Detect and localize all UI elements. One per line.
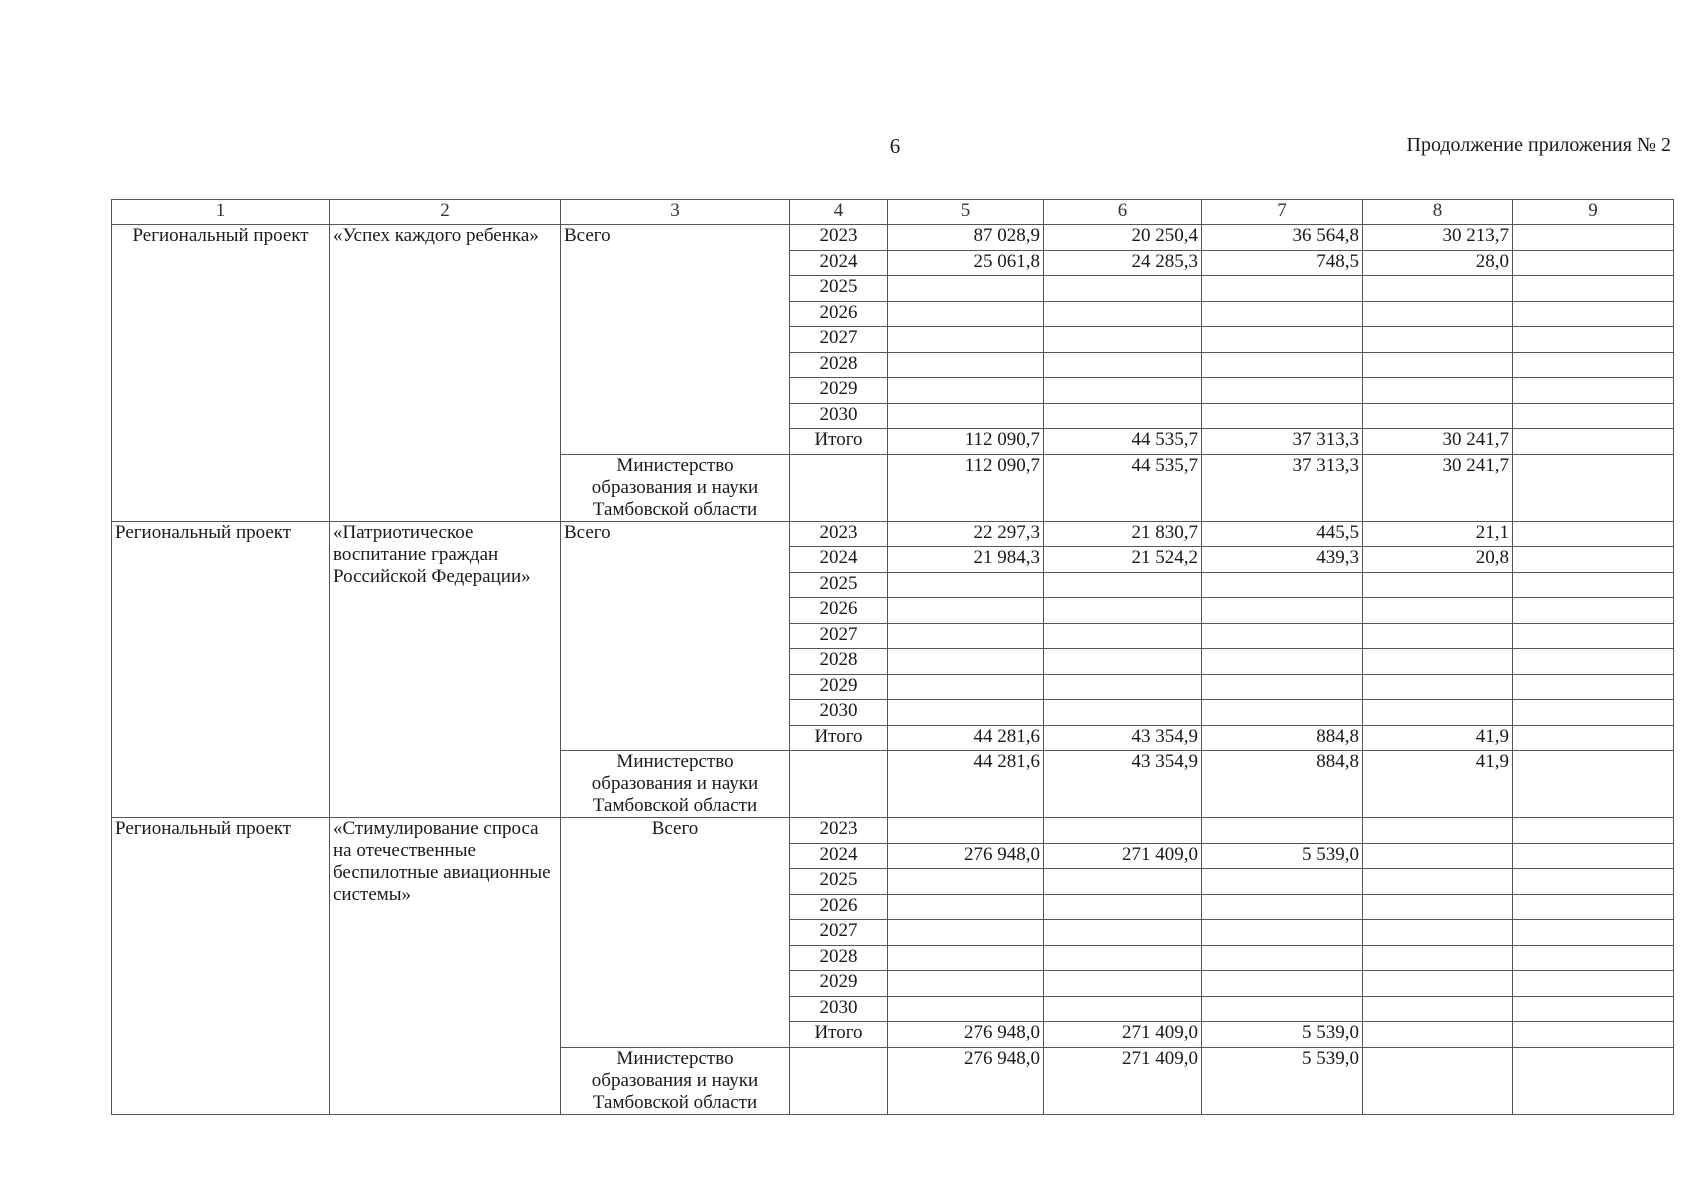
value-cell-col5: [888, 869, 1044, 895]
value-cell-col5: [888, 674, 1044, 700]
column-header-row: [112, 200, 1674, 225]
value-cell-col5: [888, 700, 1044, 726]
value-cell-col7: 445,5: [1202, 521, 1363, 547]
value-cell-col8: [1363, 327, 1513, 353]
year-row: [112, 225, 1674, 251]
column-header: 8: [1363, 200, 1513, 225]
column-header: 9: [1513, 200, 1674, 225]
value-cell-col9: [1513, 700, 1674, 726]
value-cell-col9: [1513, 725, 1674, 751]
value-cell-col5: [888, 327, 1044, 353]
value-cell-col8: [1363, 674, 1513, 700]
value-cell-col5: [888, 403, 1044, 429]
value-cell-col7: [1202, 403, 1363, 429]
value-cell-col9: [1513, 971, 1674, 997]
value-cell-col8: [1363, 894, 1513, 920]
value-cell-col6: [1044, 649, 1202, 675]
year-cell: 2026: [790, 301, 888, 327]
total-label-cell: Всего: [561, 818, 790, 1048]
value-cell-col5: [888, 378, 1044, 404]
value-cell-col8: [1363, 301, 1513, 327]
value-cell-col8: [1363, 276, 1513, 302]
value-cell-col5: [888, 649, 1044, 675]
year-cell: 2028: [790, 352, 888, 378]
value-cell-col7: 884,8: [1202, 725, 1363, 751]
value-cell-col6: [1044, 623, 1202, 649]
value-cell-col6: [1044, 352, 1202, 378]
value-cell-col5: [888, 598, 1044, 624]
year-cell: 2025: [790, 869, 888, 895]
value-cell-col9: [1513, 649, 1674, 675]
ministry-name-cell: Министерство образования и науки Тамбовской области: [561, 751, 790, 818]
year-cell: 2030: [790, 700, 888, 726]
value-cell-col6: 43 354,9: [1044, 725, 1202, 751]
value-cell-col5: 21 984,3: [888, 547, 1044, 573]
value-cell-col9: [1513, 598, 1674, 624]
column-header: 2: [330, 200, 561, 225]
year-cell: 2023: [790, 521, 888, 547]
value-cell-col8: [1363, 378, 1513, 404]
value-cell-col5: [888, 818, 1044, 844]
value-cell-col6: [1044, 327, 1202, 353]
value-cell-col6: [1044, 894, 1202, 920]
value-cell-col8: [1363, 945, 1513, 971]
value-cell-col9: [1513, 403, 1674, 429]
value-cell-col8: 41,9: [1363, 725, 1513, 751]
column-header: 4: [790, 200, 888, 225]
value-cell-col5: [888, 894, 1044, 920]
value-cell-col8: [1363, 403, 1513, 429]
project-type-cell: Региональный проект: [112, 521, 330, 818]
value-cell-col9: [1513, 818, 1674, 844]
value-cell-col6: [1044, 971, 1202, 997]
value-cell-col8: [1363, 843, 1513, 869]
value-cell-col6: [1044, 301, 1202, 327]
value-cell-col5: [888, 920, 1044, 946]
column-header: 1: [112, 200, 330, 225]
value-cell-col5: [888, 276, 1044, 302]
value-cell-col9: [1513, 572, 1674, 598]
value-cell-col9: [1513, 225, 1674, 251]
value-cell-col5: 22 297,3: [888, 521, 1044, 547]
value-cell-col7: [1202, 276, 1363, 302]
value-cell-col6: [1044, 276, 1202, 302]
value-cell-col5: 276 948,0: [888, 843, 1044, 869]
value-cell-col6: 21 830,7: [1044, 521, 1202, 547]
year-cell: 2024: [790, 250, 888, 276]
value-cell-col8: 21,1: [1363, 521, 1513, 547]
year-cell: 2029: [790, 378, 888, 404]
value-cell-col9: [1513, 996, 1674, 1022]
value-cell-col8: [1363, 623, 1513, 649]
value-cell-col7: 439,3: [1202, 547, 1363, 573]
value-cell-col7: [1202, 996, 1363, 1022]
value-cell-col7: 748,5: [1202, 250, 1363, 276]
value-cell-col7: [1202, 352, 1363, 378]
value-cell-col8: [1363, 700, 1513, 726]
year-cell: Итого: [790, 725, 888, 751]
value-cell-col7: 5 539,0: [1202, 843, 1363, 869]
value-cell-col6: [1044, 378, 1202, 404]
value-cell-col7: [1202, 623, 1363, 649]
page-number: 6: [889, 134, 901, 158]
year-cell: 2023: [790, 225, 888, 251]
year-cell: 2027: [790, 920, 888, 946]
value-cell-col5: [888, 996, 1044, 1022]
ministry-value-col5: 112 090,7: [888, 454, 1044, 521]
value-cell-col7: 37 313,3: [1202, 429, 1363, 455]
value-cell-col5: 25 061,8: [888, 250, 1044, 276]
value-cell-col6: [1044, 403, 1202, 429]
ministry-value-col5: 276 948,0: [888, 1047, 1044, 1114]
ministry-name-cell: Министерство образования и науки Тамбовской области: [561, 454, 790, 521]
value-cell-col6: [1044, 598, 1202, 624]
value-cell-col9: [1513, 521, 1674, 547]
value-cell-col9: [1513, 674, 1674, 700]
year-cell: 2024: [790, 843, 888, 869]
ministry-year-cell: [790, 1047, 888, 1114]
ministry-year-cell: [790, 751, 888, 818]
value-cell-col9: [1513, 276, 1674, 302]
year-cell: 2024: [790, 547, 888, 573]
value-cell-col8: [1363, 869, 1513, 895]
value-cell-col9: [1513, 843, 1674, 869]
ministry-value-col7: 37 313,3: [1202, 454, 1363, 521]
value-cell-col7: 5 539,0: [1202, 1022, 1363, 1048]
year-cell: 2023: [790, 818, 888, 844]
value-cell-col7: [1202, 572, 1363, 598]
value-cell-col8: [1363, 352, 1513, 378]
value-cell-col6: 271 409,0: [1044, 1022, 1202, 1048]
appendix-continuation-label: Продолжение приложения № 2: [1406, 134, 1671, 156]
ministry-value-col7: 5 539,0: [1202, 1047, 1363, 1114]
value-cell-col6: [1044, 869, 1202, 895]
year-cell: 2029: [790, 971, 888, 997]
value-cell-col9: [1513, 869, 1674, 895]
value-cell-col8: [1363, 598, 1513, 624]
value-cell-col8: [1363, 996, 1513, 1022]
project-name-cell: «Успех каждого ребенка»: [330, 225, 561, 522]
ministry-value-col9: [1513, 1047, 1674, 1114]
ministry-value-col6: 271 409,0: [1044, 1047, 1202, 1114]
ministry-name-cell: Министерство образования и науки Тамбовской области: [561, 1047, 790, 1114]
ministry-year-cell: [790, 454, 888, 521]
project-name-cell: «Патриотическое воспитание граждан Российской Федерации»: [330, 521, 561, 818]
value-cell-col5: [888, 301, 1044, 327]
value-cell-col8: [1363, 649, 1513, 675]
year-row: [112, 521, 1674, 547]
year-cell: 2027: [790, 623, 888, 649]
table-body: [112, 200, 1674, 1115]
value-cell-col8: [1363, 1022, 1513, 1048]
value-cell-col5: 276 948,0: [888, 1022, 1044, 1048]
value-cell-col5: [888, 352, 1044, 378]
column-header: 3: [561, 200, 790, 225]
total-label-cell: Всего: [561, 521, 790, 751]
value-cell-col8: 30 241,7: [1363, 429, 1513, 455]
value-cell-col9: [1513, 301, 1674, 327]
value-cell-col9: [1513, 327, 1674, 353]
value-cell-col8: 20,8: [1363, 547, 1513, 573]
value-cell-col5: [888, 971, 1044, 997]
value-cell-col9: [1513, 945, 1674, 971]
value-cell-col6: 44 535,7: [1044, 429, 1202, 455]
value-cell-col8: 30 213,7: [1363, 225, 1513, 251]
value-cell-col6: [1044, 572, 1202, 598]
year-cell: Итого: [790, 1022, 888, 1048]
year-cell: 2025: [790, 572, 888, 598]
year-cell: 2026: [790, 598, 888, 624]
ministry-value-col8: 41,9: [1363, 751, 1513, 818]
year-cell: 2026: [790, 894, 888, 920]
value-cell-col7: [1202, 971, 1363, 997]
ministry-value-col6: 44 535,7: [1044, 454, 1202, 521]
value-cell-col9: [1513, 429, 1674, 455]
value-cell-col7: [1202, 301, 1363, 327]
value-cell-col7: [1202, 598, 1363, 624]
value-cell-col5: 112 090,7: [888, 429, 1044, 455]
value-cell-col5: [888, 572, 1044, 598]
value-cell-col9: [1513, 547, 1674, 573]
year-row: [112, 818, 1674, 844]
value-cell-col6: 20 250,4: [1044, 225, 1202, 251]
value-cell-col6: [1044, 996, 1202, 1022]
value-cell-col6: 24 285,3: [1044, 250, 1202, 276]
value-cell-col8: [1363, 572, 1513, 598]
value-cell-col7: [1202, 700, 1363, 726]
value-cell-col7: [1202, 869, 1363, 895]
value-cell-col7: [1202, 649, 1363, 675]
year-cell: Итого: [790, 429, 888, 455]
value-cell-col7: 36 564,8: [1202, 225, 1363, 251]
value-cell-col7: [1202, 818, 1363, 844]
ministry-value-col6: 43 354,9: [1044, 751, 1202, 818]
ministry-value-col9: [1513, 454, 1674, 521]
value-cell-col7: [1202, 894, 1363, 920]
value-cell-col9: [1513, 1022, 1674, 1048]
value-cell-col9: [1513, 623, 1674, 649]
year-cell: 2028: [790, 649, 888, 675]
project-type-cell: Региональный проект: [112, 225, 330, 522]
year-cell: 2025: [790, 276, 888, 302]
year-cell: 2030: [790, 403, 888, 429]
value-cell-col6: [1044, 700, 1202, 726]
value-cell-col6: [1044, 818, 1202, 844]
value-cell-col8: [1363, 920, 1513, 946]
value-cell-col6: [1044, 945, 1202, 971]
ministry-value-col7: 884,8: [1202, 751, 1363, 818]
ministry-value-col9: [1513, 751, 1674, 818]
year-cell: 2027: [790, 327, 888, 353]
year-cell: 2030: [790, 996, 888, 1022]
value-cell-col6: [1044, 674, 1202, 700]
value-cell-col8: [1363, 971, 1513, 997]
value-cell-col9: [1513, 378, 1674, 404]
value-cell-col9: [1513, 920, 1674, 946]
value-cell-col8: 28,0: [1363, 250, 1513, 276]
value-cell-col5: [888, 945, 1044, 971]
value-cell-col6: [1044, 920, 1202, 946]
ministry-value-col8: [1363, 1047, 1513, 1114]
value-cell-col7: [1202, 378, 1363, 404]
value-cell-col9: [1513, 894, 1674, 920]
value-cell-col6: 271 409,0: [1044, 843, 1202, 869]
project-type-cell: Региональный проект: [112, 818, 330, 1115]
column-header: 5: [888, 200, 1044, 225]
ministry-value-col8: 30 241,7: [1363, 454, 1513, 521]
budget-table: [111, 199, 1674, 1115]
value-cell-col5: [888, 623, 1044, 649]
value-cell-col6: 21 524,2: [1044, 547, 1202, 573]
ministry-value-col5: 44 281,6: [888, 751, 1044, 818]
value-cell-col5: 44 281,6: [888, 725, 1044, 751]
value-cell-col7: [1202, 945, 1363, 971]
column-header: 7: [1202, 200, 1363, 225]
project-name-cell: «Стимулирование спроса на отечественные беспилотные авиационные системы»: [330, 818, 561, 1115]
column-header: 6: [1044, 200, 1202, 225]
year-cell: 2028: [790, 945, 888, 971]
value-cell-col7: [1202, 674, 1363, 700]
value-cell-col9: [1513, 250, 1674, 276]
value-cell-col9: [1513, 352, 1674, 378]
total-label-cell: Всего: [561, 225, 790, 455]
year-cell: 2029: [790, 674, 888, 700]
value-cell-col7: [1202, 920, 1363, 946]
value-cell-col8: [1363, 818, 1513, 844]
value-cell-col5: 87 028,9: [888, 225, 1044, 251]
value-cell-col7: [1202, 327, 1363, 353]
